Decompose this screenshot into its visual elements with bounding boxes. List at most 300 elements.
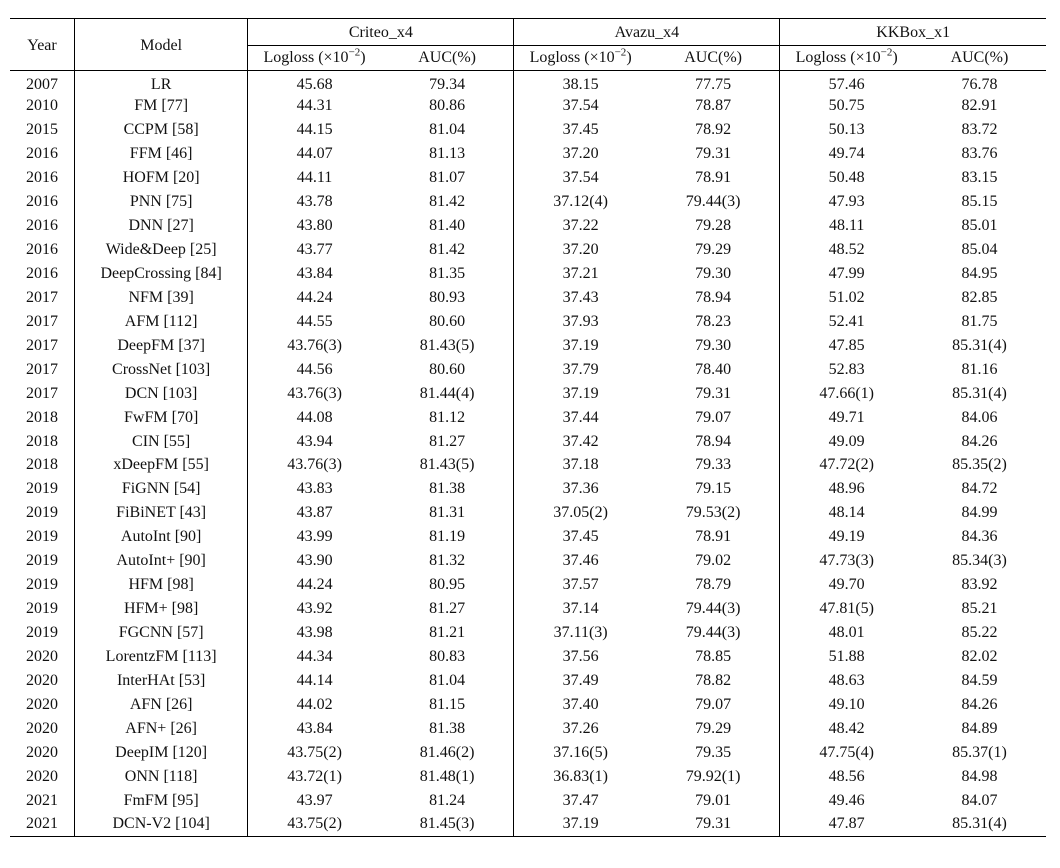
table-row xyxy=(10,573,1046,597)
cell-criteo-auc: 81.48(1) xyxy=(381,765,514,789)
header-logloss: Logloss $(\times 10^{-2})$ xyxy=(780,46,913,71)
cell-kkbox-auc: 81.75 xyxy=(961,312,998,330)
table-row xyxy=(10,525,1046,549)
cell-kkbox-logloss: 47.72(2) xyxy=(819,456,874,474)
cell-avazu-logloss: 37.42 xyxy=(562,432,599,450)
cell-criteo-auc: 81.43(5) xyxy=(381,454,514,478)
cell-kkbox-logloss: 51.88 xyxy=(828,647,865,665)
table-row xyxy=(10,334,1046,358)
table-row xyxy=(10,597,1046,621)
cell-model: DeepFM [37] xyxy=(74,334,247,358)
cell-kkbox-auc: 85.35(2) xyxy=(952,456,1007,474)
cell-criteo-logloss: 44.08 xyxy=(296,408,333,426)
cell-model: HFM [98] xyxy=(74,573,247,597)
cell-avazu-logloss: 37.36 xyxy=(562,480,599,498)
cell-kkbox-logloss: 49.10 xyxy=(828,695,865,713)
cell-criteo-logloss: 44.15 xyxy=(296,121,333,139)
cell-year: 2016 xyxy=(10,262,74,286)
cell-year: 2019 xyxy=(10,549,74,573)
cell-year: 2007 xyxy=(10,71,74,95)
cell-avazu-logloss: 37.12(4) xyxy=(553,193,608,211)
cell-model: DeepIM [120] xyxy=(74,741,247,765)
cell-avazu-auc: 78.94 xyxy=(647,430,780,454)
table-row xyxy=(10,286,1046,310)
table-row xyxy=(10,501,1046,525)
table-row xyxy=(10,166,1046,190)
cell-model: FmFM [95] xyxy=(74,789,247,813)
cell-avazu-auc: 79.31 xyxy=(647,813,780,837)
cell-year: 2010 xyxy=(10,94,74,118)
cell-criteo-auc: 81.07 xyxy=(381,166,514,190)
cell-criteo-logloss: 43.76(3) xyxy=(287,384,342,402)
cell-avazu-logloss: 37.49 xyxy=(562,671,599,689)
table-row xyxy=(10,190,1046,214)
cell-kkbox-auc: 82.91 xyxy=(961,97,998,115)
cell-year: 2017 xyxy=(10,358,74,382)
cell-kkbox-auc: 84.99 xyxy=(961,504,998,522)
cell-criteo-auc: 80.83 xyxy=(381,645,514,669)
cell-kkbox-auc: 85.01 xyxy=(961,217,998,235)
cell-model: FM [77] xyxy=(74,94,247,118)
cell-criteo-logloss: 43.83 xyxy=(296,480,333,498)
cell-kkbox-logloss: 49.46 xyxy=(828,791,865,809)
cell-criteo-auc: 81.43(5) xyxy=(381,334,514,358)
cell-kkbox-auc: 76.78 xyxy=(961,76,998,94)
cell-criteo-auc: 81.19 xyxy=(381,525,514,549)
cell-avazu-auc: 79.44(3) xyxy=(647,190,780,214)
cell-criteo-auc: 80.86 xyxy=(381,94,514,118)
cell-criteo-logloss: 43.97 xyxy=(296,791,333,809)
cell-criteo-logloss: 43.76(3) xyxy=(287,456,342,474)
cell-avazu-auc: 77.75 xyxy=(647,71,780,95)
header-dataset-kkbox: KKBox_x1 xyxy=(780,19,1046,46)
cell-criteo-auc: 81.32 xyxy=(381,549,514,573)
cell-kkbox-auc: 81.16 xyxy=(961,360,998,378)
cell-avazu-auc: 78.91 xyxy=(647,525,780,549)
cell-model: CrossNet [103] xyxy=(74,358,247,382)
cell-kkbox-auc: 85.34(3) xyxy=(952,552,1007,570)
cell-year: 2016 xyxy=(10,214,74,238)
table-row xyxy=(10,813,1046,837)
cell-avazu-logloss: 37.54 xyxy=(562,97,599,115)
cell-kkbox-auc: 84.89 xyxy=(961,719,998,737)
cell-criteo-logloss: 44.24 xyxy=(296,288,333,306)
cell-avazu-auc: 79.30 xyxy=(647,334,780,358)
cell-model: xDeepFM [55] xyxy=(74,454,247,478)
cell-year: 2017 xyxy=(10,382,74,406)
cell-year: 2018 xyxy=(10,430,74,454)
table-row xyxy=(10,454,1046,478)
cell-kkbox-auc: 83.15 xyxy=(961,169,998,187)
cell-kkbox-logloss: 48.01 xyxy=(828,624,865,642)
cell-criteo-auc: 81.27 xyxy=(381,430,514,454)
cell-avazu-auc: 79.29 xyxy=(647,717,780,741)
cell-kkbox-logloss: 48.52 xyxy=(828,241,865,259)
cell-kkbox-auc: 85.22 xyxy=(961,624,998,642)
cell-year: 2017 xyxy=(10,334,74,358)
cell-avazu-logloss: 37.45 xyxy=(562,121,599,139)
header-dataset-criteo: Criteo_x4 xyxy=(248,19,514,46)
table-row xyxy=(10,741,1046,765)
cell-kkbox-auc: 83.76 xyxy=(961,145,998,163)
cell-kkbox-auc: 85.04 xyxy=(961,241,998,259)
cell-avazu-auc: 79.53(2) xyxy=(647,501,780,525)
cell-criteo-logloss: 43.72(1) xyxy=(287,767,342,785)
cell-avazu-logloss: 37.11(3) xyxy=(553,624,608,642)
cell-criteo-logloss: 43.80 xyxy=(296,217,333,235)
cell-model: CCPM [58] xyxy=(74,118,247,142)
cell-kkbox-auc: 84.98 xyxy=(961,767,998,785)
table-row xyxy=(10,238,1046,262)
cell-criteo-logloss: 44.24 xyxy=(296,576,333,594)
cell-avazu-logloss: 37.93 xyxy=(562,312,599,330)
cell-criteo-auc: 81.13 xyxy=(381,142,514,166)
cell-year: 2019 xyxy=(10,573,74,597)
cell-criteo-logloss: 43.78 xyxy=(296,193,333,211)
cell-year: 2017 xyxy=(10,286,74,310)
cell-avazu-logloss: 37.47 xyxy=(562,791,599,809)
cell-model: HOFM [20] xyxy=(74,166,247,190)
cell-model: LorentzFM [113] xyxy=(74,645,247,669)
cell-criteo-logloss: 43.87 xyxy=(296,504,333,522)
table-row xyxy=(10,310,1046,334)
cell-avazu-auc: 79.15 xyxy=(647,477,780,501)
cell-model: LR xyxy=(74,71,247,95)
cell-kkbox-auc: 82.02 xyxy=(961,647,998,665)
cell-criteo-auc: 81.12 xyxy=(381,406,514,430)
table-row xyxy=(10,549,1046,573)
cell-year: 2020 xyxy=(10,741,74,765)
header-dataset-avazu: Avazu_x4 xyxy=(514,19,780,46)
cell-avazu-logloss: 38.15 xyxy=(562,76,599,94)
cell-avazu-auc: 79.01 xyxy=(647,789,780,813)
cell-avazu-auc: 78.91 xyxy=(647,166,780,190)
cell-model: DCN-V2 [104] xyxy=(74,813,247,837)
cell-criteo-logloss: 44.07 xyxy=(296,145,333,163)
cell-kkbox-logloss: 48.14 xyxy=(828,504,865,522)
cell-kkbox-logloss: 49.71 xyxy=(828,408,865,426)
cell-criteo-logloss: 44.56 xyxy=(296,360,333,378)
cell-kkbox-logloss: 47.81(5) xyxy=(819,600,874,618)
cell-year: 2019 xyxy=(10,477,74,501)
cell-kkbox-logloss: 49.19 xyxy=(828,528,865,546)
table-row xyxy=(10,717,1046,741)
cell-kkbox-auc: 84.72 xyxy=(961,480,998,498)
cell-criteo-logloss: 43.84 xyxy=(296,719,333,737)
cell-year: 2018 xyxy=(10,454,74,478)
cell-criteo-auc: 80.93 xyxy=(381,286,514,310)
cell-criteo-auc: 81.42 xyxy=(381,238,514,262)
cell-model: FGCNN [57] xyxy=(74,621,247,645)
header-logloss: Logloss $(\times 10^{-2})$ xyxy=(248,46,381,71)
cell-year: 2019 xyxy=(10,501,74,525)
cell-kkbox-auc: 85.31(4) xyxy=(952,336,1007,354)
cell-avazu-auc: 78.79 xyxy=(647,573,780,597)
cell-avazu-auc: 79.07 xyxy=(647,406,780,430)
cell-avazu-logloss: 37.26 xyxy=(562,719,599,737)
cell-kkbox-auc: 85.15 xyxy=(961,193,998,211)
cell-kkbox-auc: 84.95 xyxy=(961,264,998,282)
table-row xyxy=(10,765,1046,789)
cell-avazu-logloss: 37.56 xyxy=(562,647,599,665)
cell-criteo-auc: 81.04 xyxy=(381,669,514,693)
cell-avazu-auc: 79.31 xyxy=(647,382,780,406)
header-model: Model xyxy=(74,19,247,71)
cell-kkbox-logloss: 49.09 xyxy=(828,432,865,450)
cell-avazu-auc: 79.31 xyxy=(647,142,780,166)
cell-avazu-logloss: 37.79 xyxy=(562,360,599,378)
cell-criteo-auc: 81.45(3) xyxy=(381,813,514,837)
cell-criteo-auc: 81.38 xyxy=(381,477,514,501)
cell-year: 2017 xyxy=(10,310,74,334)
cell-criteo-logloss: 43.98 xyxy=(296,624,333,642)
cell-criteo-logloss: 44.34 xyxy=(296,647,333,665)
cell-year: 2019 xyxy=(10,597,74,621)
table-row xyxy=(10,789,1046,813)
table-row xyxy=(10,406,1046,430)
cell-avazu-logloss: 37.19 xyxy=(562,384,599,402)
cell-criteo-logloss: 43.75(2) xyxy=(248,813,381,837)
cell-year: 2016 xyxy=(10,190,74,214)
cell-model: HFM+ [98] xyxy=(74,597,247,621)
cell-kkbox-logloss: 50.13 xyxy=(828,121,865,139)
cell-year: 2020 xyxy=(10,765,74,789)
cell-avazu-auc: 79.35 xyxy=(647,741,780,765)
cell-year: 2021 xyxy=(10,789,74,813)
cell-model: PNN [75] xyxy=(74,190,247,214)
cell-model: NFM [39] xyxy=(74,286,247,310)
table-row xyxy=(10,214,1046,238)
cell-year: 2015 xyxy=(10,118,74,142)
cell-kkbox-logloss: 50.48 xyxy=(828,169,865,187)
cell-criteo-logloss: 44.02 xyxy=(296,695,333,713)
results-table xyxy=(10,18,1046,837)
cell-criteo-auc: 80.60 xyxy=(381,310,514,334)
cell-model: CIN [55] xyxy=(74,430,247,454)
cell-kkbox-logloss: 52.41 xyxy=(828,312,865,330)
cell-kkbox-auc: 83.92 xyxy=(961,576,998,594)
table-row xyxy=(10,94,1046,118)
cell-criteo-logloss: 43.99 xyxy=(296,528,333,546)
cell-avazu-logloss: 37.57 xyxy=(562,576,599,594)
cell-kkbox-logloss: 47.73(3) xyxy=(819,552,874,570)
cell-avazu-auc: 79.28 xyxy=(647,214,780,238)
cell-kkbox-auc: 83.72 xyxy=(961,121,998,139)
cell-avazu-logloss: 37.14 xyxy=(562,600,599,618)
cell-kkbox-auc: 84.26 xyxy=(961,695,998,713)
cell-kkbox-logloss: 49.70 xyxy=(828,576,865,594)
cell-kkbox-auc: 84.07 xyxy=(961,791,998,809)
cell-avazu-auc: 78.85 xyxy=(647,645,780,669)
cell-kkbox-auc: 82.85 xyxy=(961,288,998,306)
cell-model: Wide&Deep [25] xyxy=(74,238,247,262)
cell-criteo-logloss: 44.11 xyxy=(296,169,333,187)
cell-avazu-auc: 79.29 xyxy=(647,238,780,262)
cell-criteo-auc: 81.21 xyxy=(381,621,514,645)
cell-criteo-auc: 81.44(4) xyxy=(381,382,514,406)
cell-criteo-auc: 81.15 xyxy=(381,693,514,717)
cell-kkbox-auc: 84.36 xyxy=(961,528,998,546)
table-row xyxy=(10,71,1046,95)
cell-criteo-auc: 81.27 xyxy=(381,597,514,621)
cell-model: DeepCrossing [84] xyxy=(74,262,247,286)
cell-model: AFN [26] xyxy=(74,693,247,717)
cell-kkbox-logloss: 51.02 xyxy=(828,288,865,306)
cell-criteo-logloss: 43.75(2) xyxy=(287,743,342,761)
cell-kkbox-auc: 85.21 xyxy=(961,600,998,618)
cell-avazu-auc: 78.94 xyxy=(647,286,780,310)
header-auc: AUC(%) xyxy=(381,46,514,71)
cell-avazu-logloss: 37.05(2) xyxy=(553,504,608,522)
cell-avazu-logloss: 37.46 xyxy=(562,552,599,570)
cell-avazu-auc: 79.92(1) xyxy=(647,765,780,789)
cell-avazu-logloss: 37.20 xyxy=(562,241,599,259)
table-row xyxy=(10,621,1046,645)
cell-avazu-logloss: 37.21 xyxy=(562,264,599,282)
table-header xyxy=(10,19,1046,71)
header-auc: AUC(%) xyxy=(647,46,780,71)
cell-avazu-logloss: 37.43 xyxy=(562,288,599,306)
cell-year: 2020 xyxy=(10,669,74,693)
cell-avazu-logloss: 37.54 xyxy=(562,169,599,187)
table-row xyxy=(10,142,1046,166)
cell-criteo-logloss: 45.68 xyxy=(296,76,333,94)
cell-criteo-logloss: 43.92 xyxy=(296,600,333,618)
cell-avazu-auc: 78.82 xyxy=(647,669,780,693)
cell-kkbox-logloss: 48.96 xyxy=(828,480,865,498)
cell-kkbox-logloss: 50.75 xyxy=(828,97,865,115)
cell-criteo-auc: 81.38 xyxy=(381,717,514,741)
header-auc: AUC(%) xyxy=(913,46,1046,71)
cell-avazu-auc: 78.87 xyxy=(647,94,780,118)
cell-kkbox-logloss: 57.46 xyxy=(828,76,865,94)
results-table-container xyxy=(10,18,1046,837)
cell-year: 2021 xyxy=(10,813,74,837)
cell-criteo-auc: 81.42 xyxy=(381,190,514,214)
cell-model: FiGNN [54] xyxy=(74,477,247,501)
cell-kkbox-auc: 85.31(4) xyxy=(952,384,1007,402)
cell-kkbox-logloss: 47.85 xyxy=(828,336,865,354)
cell-kkbox-logloss: 47.93 xyxy=(828,193,865,211)
cell-kkbox-logloss: 48.63 xyxy=(828,671,865,689)
table-body xyxy=(10,71,1046,837)
cell-kkbox-auc: 85.37(1) xyxy=(952,743,1007,761)
cell-avazu-auc: 79.33 xyxy=(647,454,780,478)
cell-avazu-logloss: 37.44 xyxy=(562,408,599,426)
cell-year: 2019 xyxy=(10,621,74,645)
cell-year: 2020 xyxy=(10,645,74,669)
cell-kkbox-logloss: 47.99 xyxy=(828,264,865,282)
cell-model: AutoInt+ [90] xyxy=(74,549,247,573)
cell-avazu-logloss: 37.20 xyxy=(562,145,599,163)
cell-avazu-auc: 78.40 xyxy=(647,358,780,382)
table-row xyxy=(10,669,1046,693)
cell-kkbox-auc: 84.06 xyxy=(961,408,998,426)
cell-model: AutoInt [90] xyxy=(74,525,247,549)
cell-model: FFM [46] xyxy=(74,142,247,166)
cell-criteo-logloss: 44.14 xyxy=(296,671,333,689)
cell-avazu-auc: 78.92 xyxy=(647,118,780,142)
table-row xyxy=(10,430,1046,454)
cell-avazu-logloss: 37.45 xyxy=(562,528,599,546)
cell-criteo-auc: 81.46(2) xyxy=(381,741,514,765)
cell-kkbox-auc: 85.31(4) xyxy=(913,813,1046,837)
cell-avazu-logloss: 37.19 xyxy=(514,813,647,837)
cell-criteo-auc: 79.34 xyxy=(381,71,514,95)
cell-kkbox-logloss: 47.75(4) xyxy=(819,743,874,761)
table-row xyxy=(10,645,1046,669)
cell-criteo-auc: 81.04 xyxy=(381,118,514,142)
header-logloss: Logloss $(\times 10^{-2})$ xyxy=(514,46,647,71)
cell-kkbox-logloss: 48.56 xyxy=(828,767,865,785)
table-row xyxy=(10,118,1046,142)
table-row xyxy=(10,262,1046,286)
cell-kkbox-logloss: 48.42 xyxy=(828,719,865,737)
cell-model: DCN [103] xyxy=(74,382,247,406)
cell-kkbox-logloss: 49.74 xyxy=(828,145,865,163)
cell-model: InterHAt [53] xyxy=(74,669,247,693)
cell-kkbox-logloss: 48.11 xyxy=(828,217,865,235)
cell-year: 2018 xyxy=(10,406,74,430)
cell-year: 2016 xyxy=(10,166,74,190)
cell-criteo-logloss: 43.94 xyxy=(296,432,333,450)
cell-avazu-logloss: 37.22 xyxy=(562,217,599,235)
cell-kkbox-auc: 84.26 xyxy=(961,432,998,450)
cell-model: DNN [27] xyxy=(74,214,247,238)
cell-avazu-logloss: 37.40 xyxy=(562,695,599,713)
cell-year: 2020 xyxy=(10,693,74,717)
cell-avazu-auc: 79.30 xyxy=(647,262,780,286)
cell-model: FwFM [70] xyxy=(74,406,247,430)
cell-year: 2020 xyxy=(10,717,74,741)
cell-kkbox-logloss: 52.83 xyxy=(828,360,865,378)
cell-criteo-auc: 81.31 xyxy=(381,501,514,525)
header-year: Year xyxy=(10,19,74,71)
cell-criteo-auc: 81.35 xyxy=(381,262,514,286)
cell-model: FiBiNET [43] xyxy=(74,501,247,525)
table-row xyxy=(10,477,1046,501)
cell-criteo-auc: 80.95 xyxy=(381,573,514,597)
cell-avazu-logloss: 36.83(1) xyxy=(553,767,608,785)
cell-year: 2019 xyxy=(10,525,74,549)
cell-criteo-logloss: 43.84 xyxy=(296,264,333,282)
table-row xyxy=(10,693,1046,717)
cell-kkbox-logloss: 47.87 xyxy=(780,813,913,837)
table-row xyxy=(10,358,1046,382)
cell-model: AFN+ [26] xyxy=(74,717,247,741)
table-row xyxy=(10,382,1046,406)
cell-criteo-logloss: 43.76(3) xyxy=(287,336,342,354)
cell-criteo-logloss: 44.55 xyxy=(296,312,333,330)
cell-kkbox-logloss: 47.66(1) xyxy=(819,384,874,402)
cell-avazu-auc: 79.02 xyxy=(647,549,780,573)
cell-avazu-auc: 79.07 xyxy=(647,693,780,717)
cell-avazu-logloss: 37.16(5) xyxy=(553,743,608,761)
cell-avazu-logloss: 37.18 xyxy=(562,456,599,474)
cell-avazu-auc: 78.23 xyxy=(647,310,780,334)
cell-year: 2016 xyxy=(10,238,74,262)
cell-avazu-auc: 79.44(3) xyxy=(647,597,780,621)
cell-avazu-logloss: 37.19 xyxy=(562,336,599,354)
cell-model: AFM [112] xyxy=(74,310,247,334)
cell-criteo-auc: 81.40 xyxy=(381,214,514,238)
cell-criteo-logloss: 44.31 xyxy=(296,97,333,115)
cell-criteo-logloss: 43.90 xyxy=(296,552,333,570)
cell-criteo-auc: 80.60 xyxy=(381,358,514,382)
cell-criteo-logloss: 43.77 xyxy=(296,241,333,259)
cell-year: 2016 xyxy=(10,142,74,166)
cell-kkbox-auc: 84.59 xyxy=(961,671,998,689)
